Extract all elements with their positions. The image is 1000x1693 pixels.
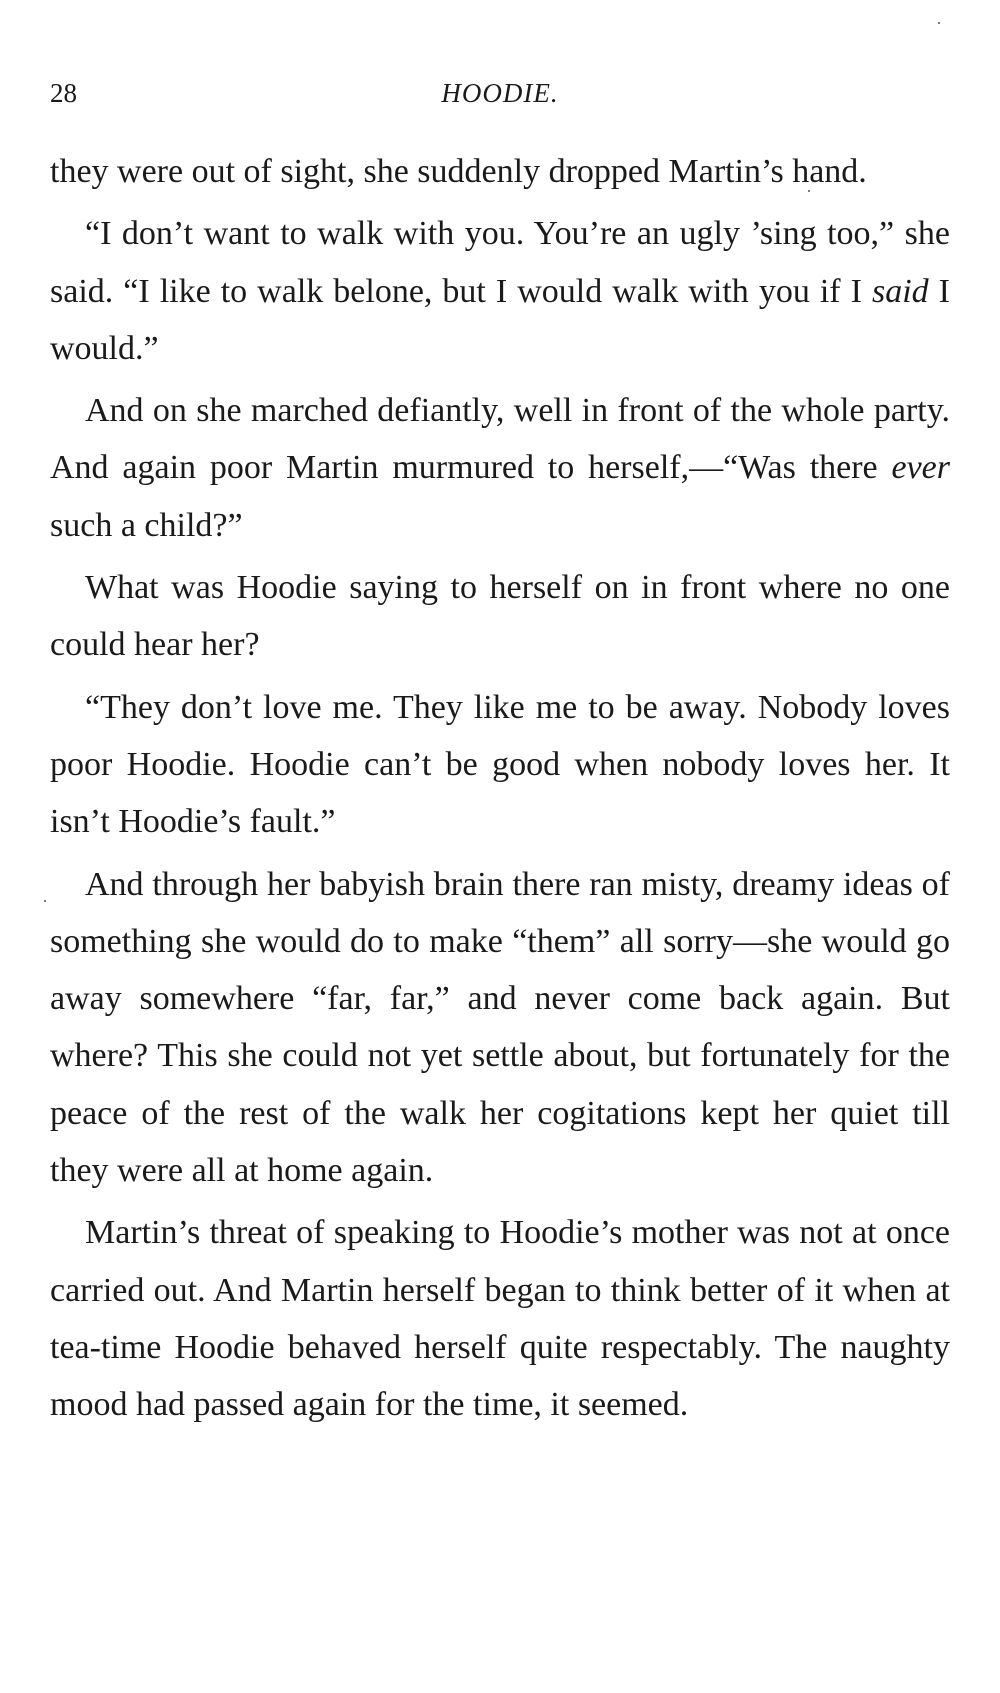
running-head — [50, 78, 950, 118]
paper-speck — [44, 900, 46, 902]
page-number: 28 — [50, 78, 77, 108]
emphasis: ever — [891, 449, 950, 487]
emphasis: said — [871, 272, 929, 310]
body-text — [50, 143, 950, 1434]
paragraph: And on she marched defiantly, well in front of the whole party. And again poor Martin murmured to herself,—“Was there ever such a child?” — [50, 392, 950, 544]
paragraph: “They don’t love me. They like me to be away. Nobody loves poor Hoodie. Hoodie can’t be good when nobody loves her. It isn’t Hoodie’s fault.” — [50, 688, 950, 841]
paper-speck — [938, 22, 940, 24]
paragraph: they were out of sight, she suddenly dropped Martin’s hand. — [50, 153, 867, 190]
paper-speck — [808, 190, 810, 192]
paragraph: What was Hoodie saying to herself on in front where no one could hear her? — [50, 569, 950, 664]
paragraph: Martin’s threat of speaking to Hoodie’s mother was not at once carried out. And Martin herself began to think better of it when at tea-time Hoodie behaved herself quite respectably. The naughty mood had passed again for the time, it seemed. — [50, 1214, 950, 1424]
running-title: HOODIE. — [441, 78, 559, 108]
paragraph: And through her babyish brain there ran misty, dreamy ideas of something she would do to make “them” all sorry—she would go away somewhere “far, far,” and never come back again. But where? This she could not yet settle about, but fortunately for the peace of the rest of the walk her cogitations kept her quiet till they were all at home again. — [50, 865, 950, 1190]
paragraph: “I don’t want to walk with you. You’re an ugly ’sing too,” she said. “I like to walk belone, but I would walk with you if I said I would.” — [50, 215, 950, 367]
